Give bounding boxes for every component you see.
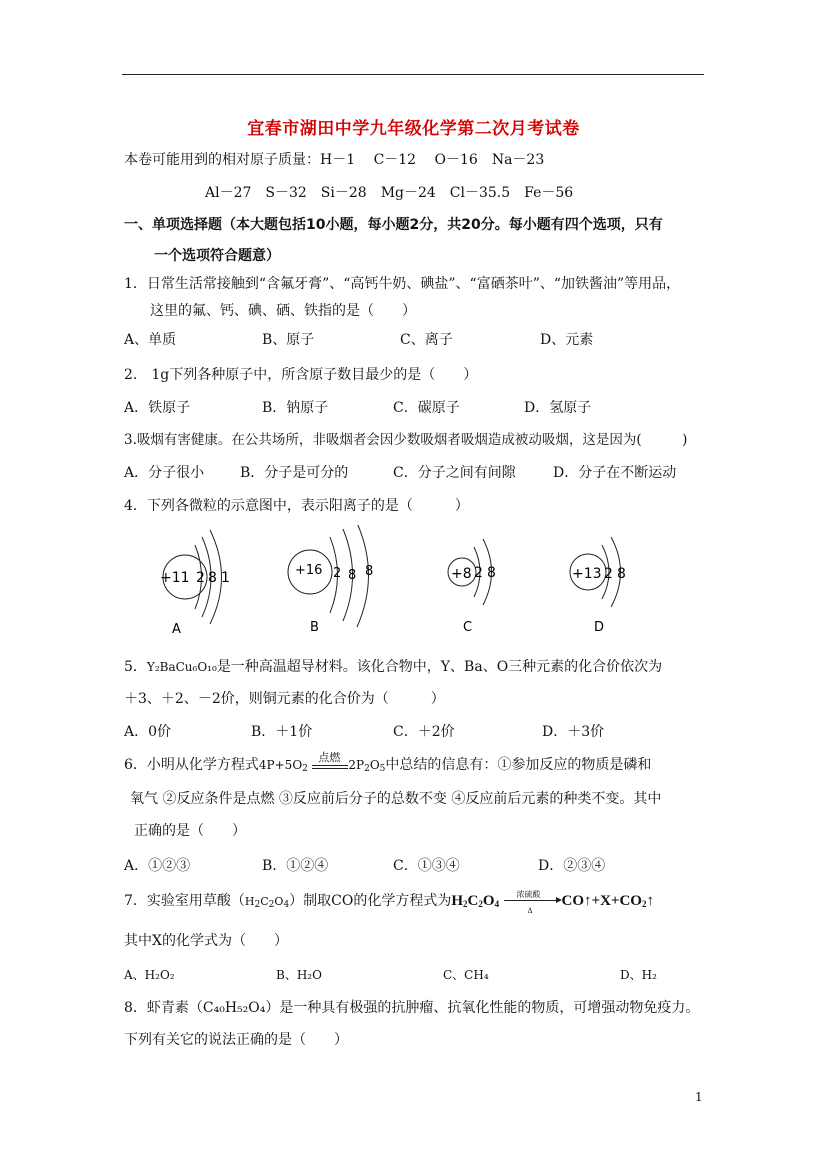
q6-stem-line-2: 氧气 ②反应条件是点燃 ③反应前后分子的总数不变 ④反应前后元素的种类不变。其中 (130, 791, 662, 807)
page-number: 1 (695, 1090, 703, 1104)
exam-title: 宜春市湖田中学九年级化学第二次月考试卷 (247, 119, 580, 139)
q7-products: CO↑+X+CO (561, 893, 642, 909)
atom-b-shell-2: 8 (348, 568, 357, 583)
q8-stem-line-1: 8．虾青素（C₄₀H₅₂O₄）是一种具有极强的抗肿瘤、抗氧化性能的物质，可增强动物免疫力。 (124, 1000, 700, 1016)
q1-stem-line-1: 1．日常生活常接触到“含氟牙膏”、“高钙牛奶、碘盐”、“富硒茶叶”、“加铁酱油”等用品， (124, 276, 681, 292)
atom-b-shell-3: 8 (365, 564, 374, 579)
q6-option-b: B．①②④ (262, 858, 329, 874)
q1-option-b: B、原子 (262, 332, 315, 348)
atomic-structure-diagrams (140, 525, 660, 640)
atom-a-shell-1: 2 (196, 570, 205, 586)
atom-diagram-c (448, 539, 496, 605)
q7-condition-bottom: Δ (527, 907, 533, 915)
q2-stem: 2． 1g下列各种原子中，所含原子数目最少的是（ ） (124, 367, 478, 383)
q7-option-a: A、H₂O₂ (124, 968, 175, 982)
q2-option-b: B．钠原子 (262, 400, 329, 416)
q6-stem-line-3: 正确的是（ ） (134, 823, 246, 839)
atom-c-nucleus: +8 (451, 566, 472, 582)
q1-option-d: D、元素 (540, 332, 594, 348)
q7-option-c: C、CH₄ (443, 968, 489, 982)
q7-stem-mid: ）制取CO的化学方程式为 (289, 893, 452, 909)
atom-diagram-b (288, 525, 373, 627)
atom-diagram-d (570, 537, 626, 607)
atom-d-shell-2: 8 (617, 566, 626, 582)
q6-option-d: D．②③④ (538, 858, 606, 874)
q7-stem-line-2: 其中X的化学式为（ ） (124, 933, 288, 949)
atom-c-label: C (463, 620, 473, 635)
atom-b-label: B (310, 620, 319, 635)
atom-a-label: A (172, 622, 181, 637)
q7-reaction-arrow (504, 890, 562, 915)
q3-option-c: C．分子之间有间隙 (393, 465, 516, 481)
atom-b-shell-1: 2 (333, 566, 342, 581)
section-1-heading-line-1: 一、单项选择题（本大题包括10小题，每小题2分，共20分。每小题有四个选项，只有 (124, 217, 663, 233)
atom-diagram-a (160, 530, 230, 624)
atomic-mass-line-2: Al－27 S－32 Si－28 Mg－24 Cl－35.5 Fe－56 (205, 185, 574, 201)
atom-a-nucleus: +11 (160, 570, 190, 586)
q6-equation-rhs: 2P (348, 758, 365, 772)
q6-stem-rest: 中总结的信息有：①参加反应的物质是磷和 (385, 757, 652, 773)
atom-d-label: D (594, 620, 605, 635)
q3-option-a: A．分子很小 (124, 465, 205, 481)
atom-a-shell-2: 8 (208, 570, 217, 586)
q2-option-d: D．氢原子 (524, 400, 592, 416)
q8-stem-line-2: 下列有关它的说法正确的是（ ） (124, 1032, 348, 1048)
q6-option-c: C．①③④ (393, 858, 460, 874)
q3-option-b: B．分子是可分的 (240, 465, 349, 481)
q5-option-d: D．＋3价 (542, 724, 605, 740)
q6-prefix: 6．小明从化学方程式 (124, 757, 259, 773)
header-rule (122, 74, 704, 75)
q5-formula: Y₂BaCu₆O₁₀ (146, 660, 217, 674)
q6-option-a: A．①②③ (124, 858, 191, 874)
q5-stem-rest: 是一种高温超导材料。该化合物中，Y、Ba、O三种元素的化合价依次为 (216, 659, 663, 675)
q5-stem-line-2: ＋3、＋2、－2价，则铜元素的化合价为（ ） (124, 691, 445, 707)
atom-d-nucleus: +13 (572, 566, 602, 582)
q5-stem-line-1: 5．Y₂BaCu₆O₁₀是一种高温超导材料。该化合物中，Y、Ba、O三种元素的化合价依次为 (124, 659, 663, 675)
atom-c-shell-1: 2 (474, 565, 483, 581)
q2-option-a: A．铁原子 (124, 400, 191, 416)
atom-a-shell-3: 1 (221, 570, 230, 586)
q5-option-c: C．＋2价 (393, 724, 455, 740)
q3-stem: 3.吸烟有害健康。在公共场所，非吸烟者会因少数吸烟者吸烟造成被动吸烟，这是因为( ) (124, 432, 688, 448)
q6-equation-lhs: 4P+5O (258, 758, 303, 772)
q6-stem-line-1: 6．小明从化学方程式$4P+5O_2$ 点燃 $2P_2O_5$中总结的信息有：①参加反应的物质是磷和 (124, 751, 652, 774)
section-1-heading-line-2: 一个选项符合题意） (154, 248, 280, 264)
q4-stem: 4．下列各微粒的示意图中，表示阳离子的是（ ） (124, 498, 469, 514)
q3-option-d: D．分子在不断运动 (553, 465, 677, 481)
q1-stem-line-2: 这里的氟、钙、碘、硒、铁指的是（ ） (150, 303, 416, 319)
atom-c-shell-2: 8 (487, 565, 496, 581)
q7-option-b: B、H₂O (276, 968, 322, 982)
q7-condition-top: 浓硫酸 (516, 890, 541, 899)
q1-option-c: C、离子 (400, 332, 453, 348)
q5-option-a: A．0价 (124, 724, 172, 740)
q6-reaction-arrow (312, 751, 348, 772)
q2-option-c: C．碳原子 (393, 400, 460, 416)
atomic-mass-line-1: 本卷可能用到的相对原子质量：H－1 C－12 O－16 Na－23 (124, 152, 545, 168)
q7-option-d: D、H₂ (620, 968, 657, 982)
q7-stem-line-1: 7．实验室用草酸$(H_2C_2O_4)$制取CO的化学方程式为$H_2C_2O_4$ 浓硫酸 Δ $CO↑+X+CO_2↑$ (124, 892, 654, 911)
q6-condition: 点燃 (318, 751, 341, 764)
atom-b-nucleus: +16 (295, 563, 323, 578)
q1-option-a: A、单质 (124, 332, 177, 348)
q7-prefix: 7．实验室用草酸（ (124, 893, 245, 909)
atom-d-shell-1: 2 (604, 566, 613, 582)
q5-option-b: B．＋1价 (251, 724, 313, 740)
